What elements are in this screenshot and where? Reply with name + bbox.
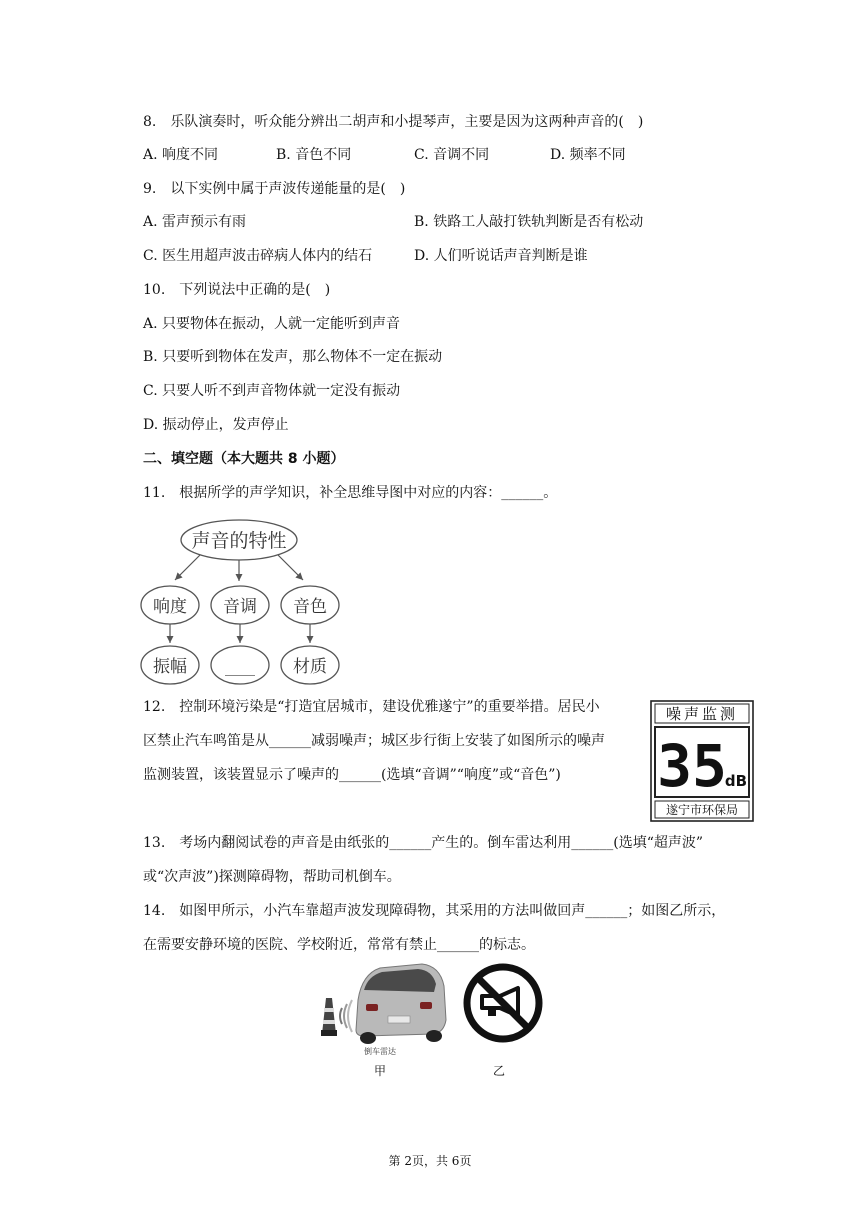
q10-option-a: A. 只要物体在振动，人就一定能听到声音 xyxy=(143,316,401,332)
q12-line-1: 12. 控制环境污染是“打造宜居城市，建设优雅遂宁”的重要举措。居民小 xyxy=(143,699,600,715)
mind-map-label-timbre: 音色 xyxy=(293,597,327,617)
mind-map-label-blank: ____ xyxy=(225,658,255,676)
figure-caption-b: 乙 xyxy=(493,1064,506,1078)
q13-line-2: 或“次声波”)探测障碍物，帮助司机倒车。 xyxy=(143,869,401,885)
mind-map-arrow xyxy=(175,555,200,580)
mind-map-label-pitch: 音调 xyxy=(223,597,257,617)
q14-line-1: 14. 如图甲所示，小汽车靠超声波发现障碍物，其采用的方法叫做回声______；如图乙所示， xyxy=(143,903,726,919)
q11-stem: 11. 根据所学的声学知识，补全思维导图中对应的内容：______。 xyxy=(143,485,558,501)
mind-map-label-loudness: 响度 xyxy=(153,597,187,617)
q8-option-d: D. 频率不同 xyxy=(550,147,626,163)
noise-monitor-title: 噪声监测 xyxy=(665,705,739,723)
q8-option-c: C. 音调不同 xyxy=(414,147,490,163)
noise-monitor-figure xyxy=(650,700,754,822)
reversing-radar-label: 倒车雷达 xyxy=(364,1047,396,1056)
noise-monitor-footer: 遂宁市环保局 xyxy=(665,803,739,817)
q13-line-1: 13. 考场内翻阅试卷的声音是由纸张的______产生的。倒车雷达利用______(选填“超声波” xyxy=(143,835,704,851)
q9-stem: 9. 以下实例中属于声波传递能量的是( ) xyxy=(143,181,406,197)
no-honking-sign xyxy=(462,962,544,1044)
q12-line-2: 区禁止汽车鸣笛是从______减弱噪声；城区步行街上安装了如图所示的噪声 xyxy=(143,733,605,749)
figure-caption-a: 甲 xyxy=(374,1064,387,1078)
q14-line-2: 在需要安静环境的医院、学校附近，常常有禁止______的标志。 xyxy=(143,937,535,953)
noise-monitor-value: 35 xyxy=(657,732,727,800)
mind-map-label-material: 材质 xyxy=(293,657,327,677)
q9-option-a: A. 雷声预示有雨 xyxy=(143,214,247,230)
page-footer: 第 2页，共 6页 xyxy=(388,1154,472,1168)
reversing-radar-figure xyxy=(318,960,448,1058)
q9-option-b: B. 铁路工人敲打铁轨判断是否有松动 xyxy=(414,214,644,230)
q12-line-3: 监测装置，该装置显示了噪声的______(选填“音调”“响度”或“音色”) xyxy=(143,767,561,783)
q8-stem: 8. 乐队演奏时，听众能分辨出二胡声和小提琴声，主要是因为这两种声音的( ) xyxy=(143,114,644,130)
q10-option-b: B. 只要听到物体在发声，那么物体不一定在振动 xyxy=(143,349,443,365)
section-heading: 二、填空题（本大题共 8 小题） xyxy=(143,451,345,467)
mind-map-arrow xyxy=(278,555,303,580)
mind-map-diagram xyxy=(140,517,346,687)
q10-option-d: D. 振动停止，发声停止 xyxy=(143,417,289,433)
q9-option-d: D. 人们听说话声音判断是谁 xyxy=(414,248,588,264)
mind-map-root-label: 声音的特性 xyxy=(191,530,287,552)
q10-stem: 10. 下列说法中正确的是( ) xyxy=(143,282,331,298)
q8-option-b: B. 音色不同 xyxy=(276,147,352,163)
q8-option-a: A. 响度不同 xyxy=(143,147,219,163)
q9-option-c: C. 医生用超声波击碎病人体内的结石 xyxy=(143,248,373,264)
q10-option-c: C. 只要人听不到声音物体就一定没有振动 xyxy=(143,383,401,399)
mind-map-label-amplitude: 振幅 xyxy=(153,657,187,677)
noise-monitor-unit: dB xyxy=(724,772,748,790)
